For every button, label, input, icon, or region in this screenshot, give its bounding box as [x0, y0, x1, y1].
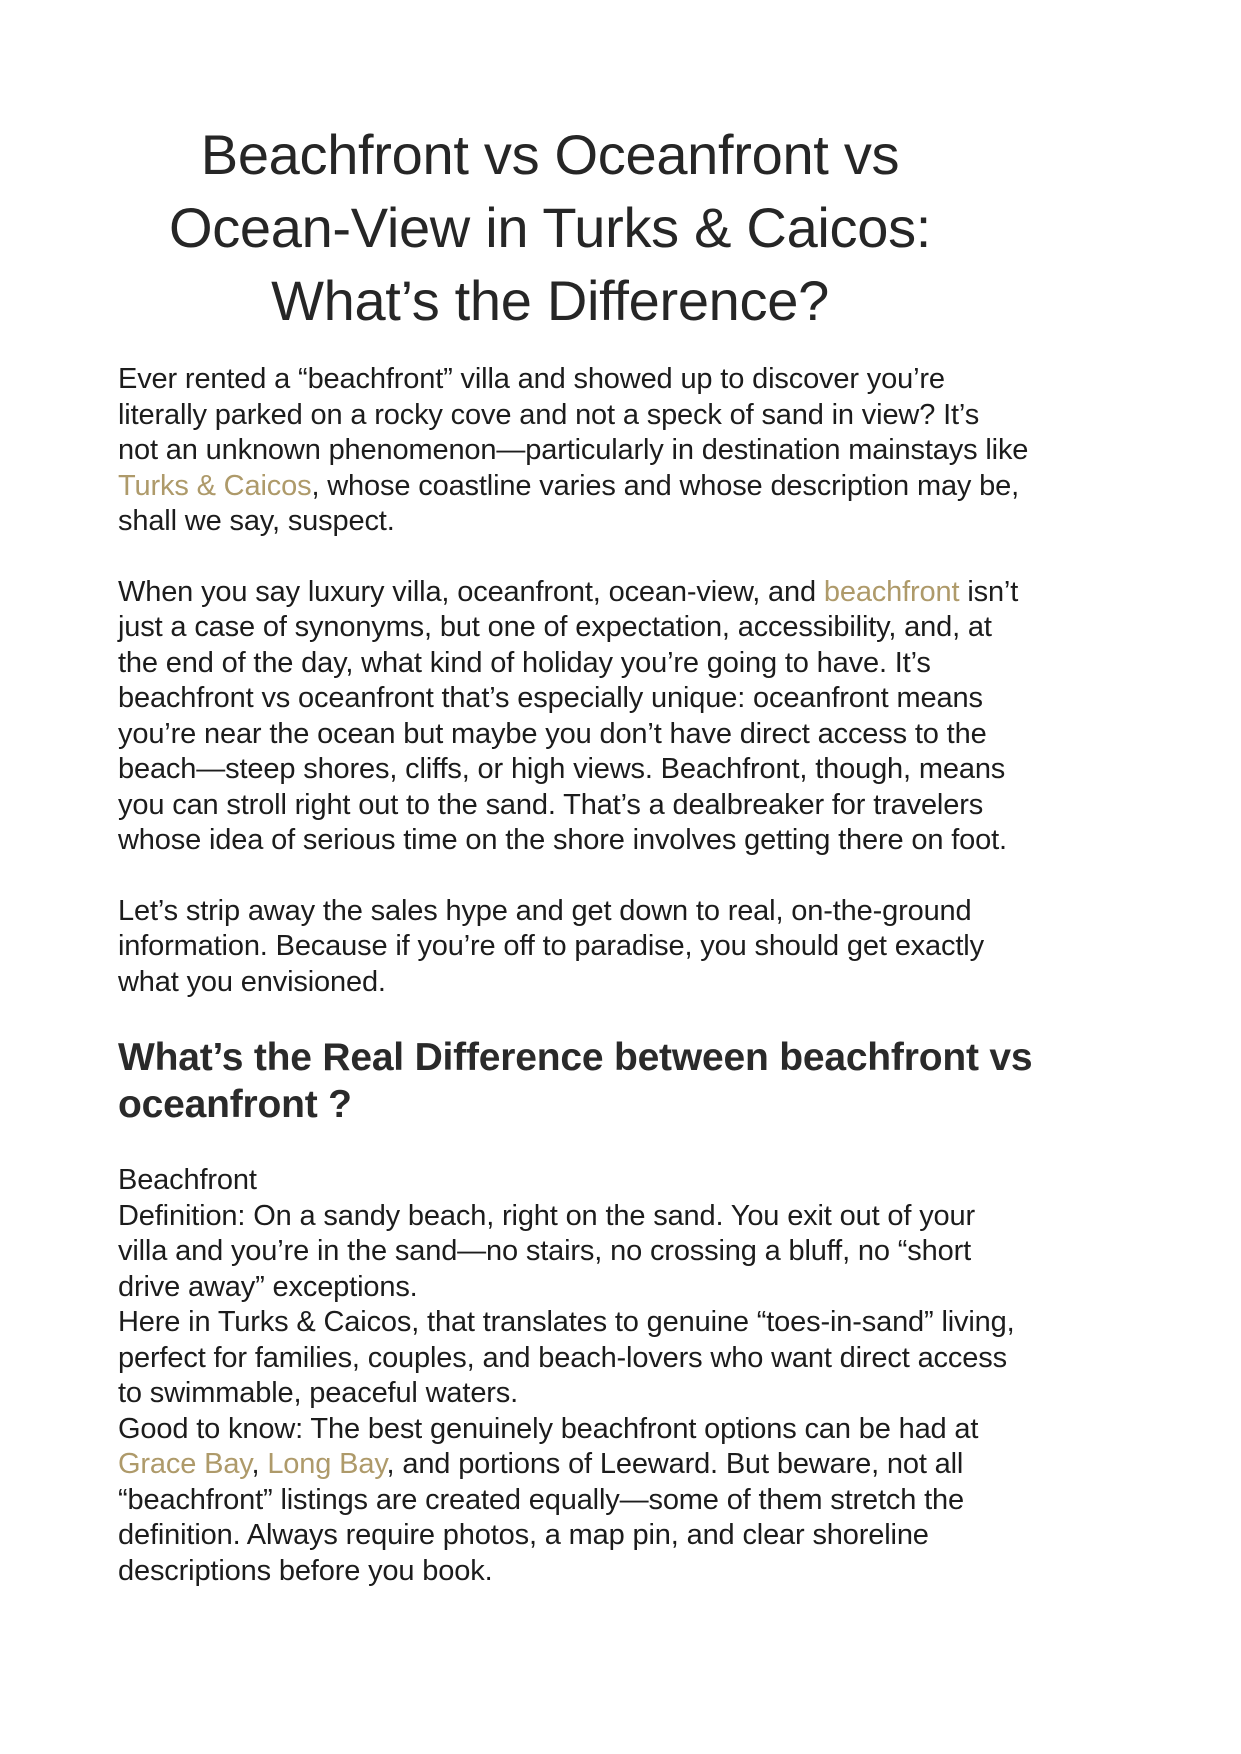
text-line: shall we say, suspect.	[118, 505, 395, 537]
section-gap	[118, 1000, 1138, 1034]
text-line: you can stroll right out to the sand. That’s a dealbreaker for travelers	[118, 788, 984, 821]
text-line: you’re near the ocean but maybe you don’t have direct access to the	[118, 717, 987, 750]
text-line: beach—steep shores, cliffs, or high views. Beachfront, though, means	[118, 753, 1006, 785]
section-heading	[118, 1034, 1138, 1128]
paragraph-gap	[118, 859, 1138, 894]
text-line: whose idea of serious time on the shore involves getting there on foot.	[118, 824, 1007, 856]
text-line: literally parked on a rocky cove and not a speck of sand in view? It’s	[118, 398, 980, 431]
text-line: Definition: On a sandy beach, right on the sand. You exit out of your	[118, 1199, 976, 1232]
page-title	[110, 118, 990, 337]
text-line: Ever rented a “beachfront” villa and showed up to discover you’re	[118, 363, 945, 395]
text-line	[118, 469, 1138, 505]
text-segment: , whose coastline varies and whose description may be,	[311, 469, 1020, 502]
paragraph-gap	[118, 540, 1138, 575]
text-line: just a case of synonyms, but one of expectation, accessibility, and, at	[118, 611, 992, 643]
beachfront-section	[118, 1163, 1138, 1589]
text-segment: When you say luxury villa, oceanfront, ocean-view, and	[118, 575, 824, 608]
text-line: “beachfront” listings are created equally—some of them stretch the	[118, 1483, 965, 1516]
text-segment: ,	[251, 1448, 268, 1480]
beachfront-label: Beachfront	[118, 1164, 257, 1196]
article-body	[118, 362, 1138, 1589]
text-line: perfect for families, couples, and beach-lovers who want direct access	[118, 1341, 1007, 1374]
title-line: Ocean-View in Turks & Caicos:	[168, 196, 932, 259]
text-line: what you envisioned.	[118, 965, 386, 998]
text-line: Good to know: The best genuinely beachfront options can be had at	[118, 1412, 979, 1445]
text-line: villa and you’re in the sand—no stairs, no crossing a bluff, no “short	[118, 1235, 971, 1267]
beachfront-link[interactable]: beachfront	[823, 575, 960, 608]
heading-line: What’s the Real Difference between beachfront vs	[118, 1036, 1033, 1079]
definitions-paragraph	[118, 575, 1138, 859]
text-line: to swimmable, peaceful waters.	[118, 1377, 519, 1409]
text-segment: isn’t	[959, 575, 1019, 608]
text-line: the end of the day, what kind of holiday you’re going to have. It’s	[118, 646, 931, 679]
text-line: Here in Turks & Caicos, that translates to genuine “toes-in-sand” living,	[118, 1306, 1015, 1338]
title-line: What’s the Difference?	[271, 269, 829, 332]
text-line: definition. Always require photos, a map pin, and clear shoreline	[118, 1519, 929, 1551]
text-line: information. Because if you’re off to paradise, you should get exactly	[118, 930, 984, 962]
text-line: not an unknown phenomenon—particularly in destination mainstays like	[118, 434, 1029, 466]
text-line	[118, 1447, 1138, 1483]
text-line: descriptions before you book.	[118, 1554, 493, 1587]
text-line	[118, 575, 1138, 611]
text-segment: , and portions of Leeward. But beware, not all	[386, 1448, 964, 1480]
long-bay-link[interactable]: Long Bay	[267, 1448, 387, 1480]
text-line: drive away” exceptions.	[118, 1270, 418, 1303]
title-line: Beachfront vs Oceanfront vs	[200, 123, 900, 186]
text-line: beachfront vs oceanfront that’s especially unique: oceanfront means	[118, 682, 983, 714]
text-line: Let’s strip away the sales hype and get down to real, on-the-ground	[118, 894, 972, 927]
section-gap	[118, 1128, 1138, 1163]
intro-paragraph	[118, 362, 1138, 540]
turks-caicos-link[interactable]: Turks & Caicos	[118, 469, 312, 502]
grace-bay-link[interactable]: Grace Bay	[118, 1448, 252, 1480]
heading-line: oceanfront ?	[118, 1083, 352, 1126]
closing-intro-paragraph	[118, 894, 1138, 1001]
